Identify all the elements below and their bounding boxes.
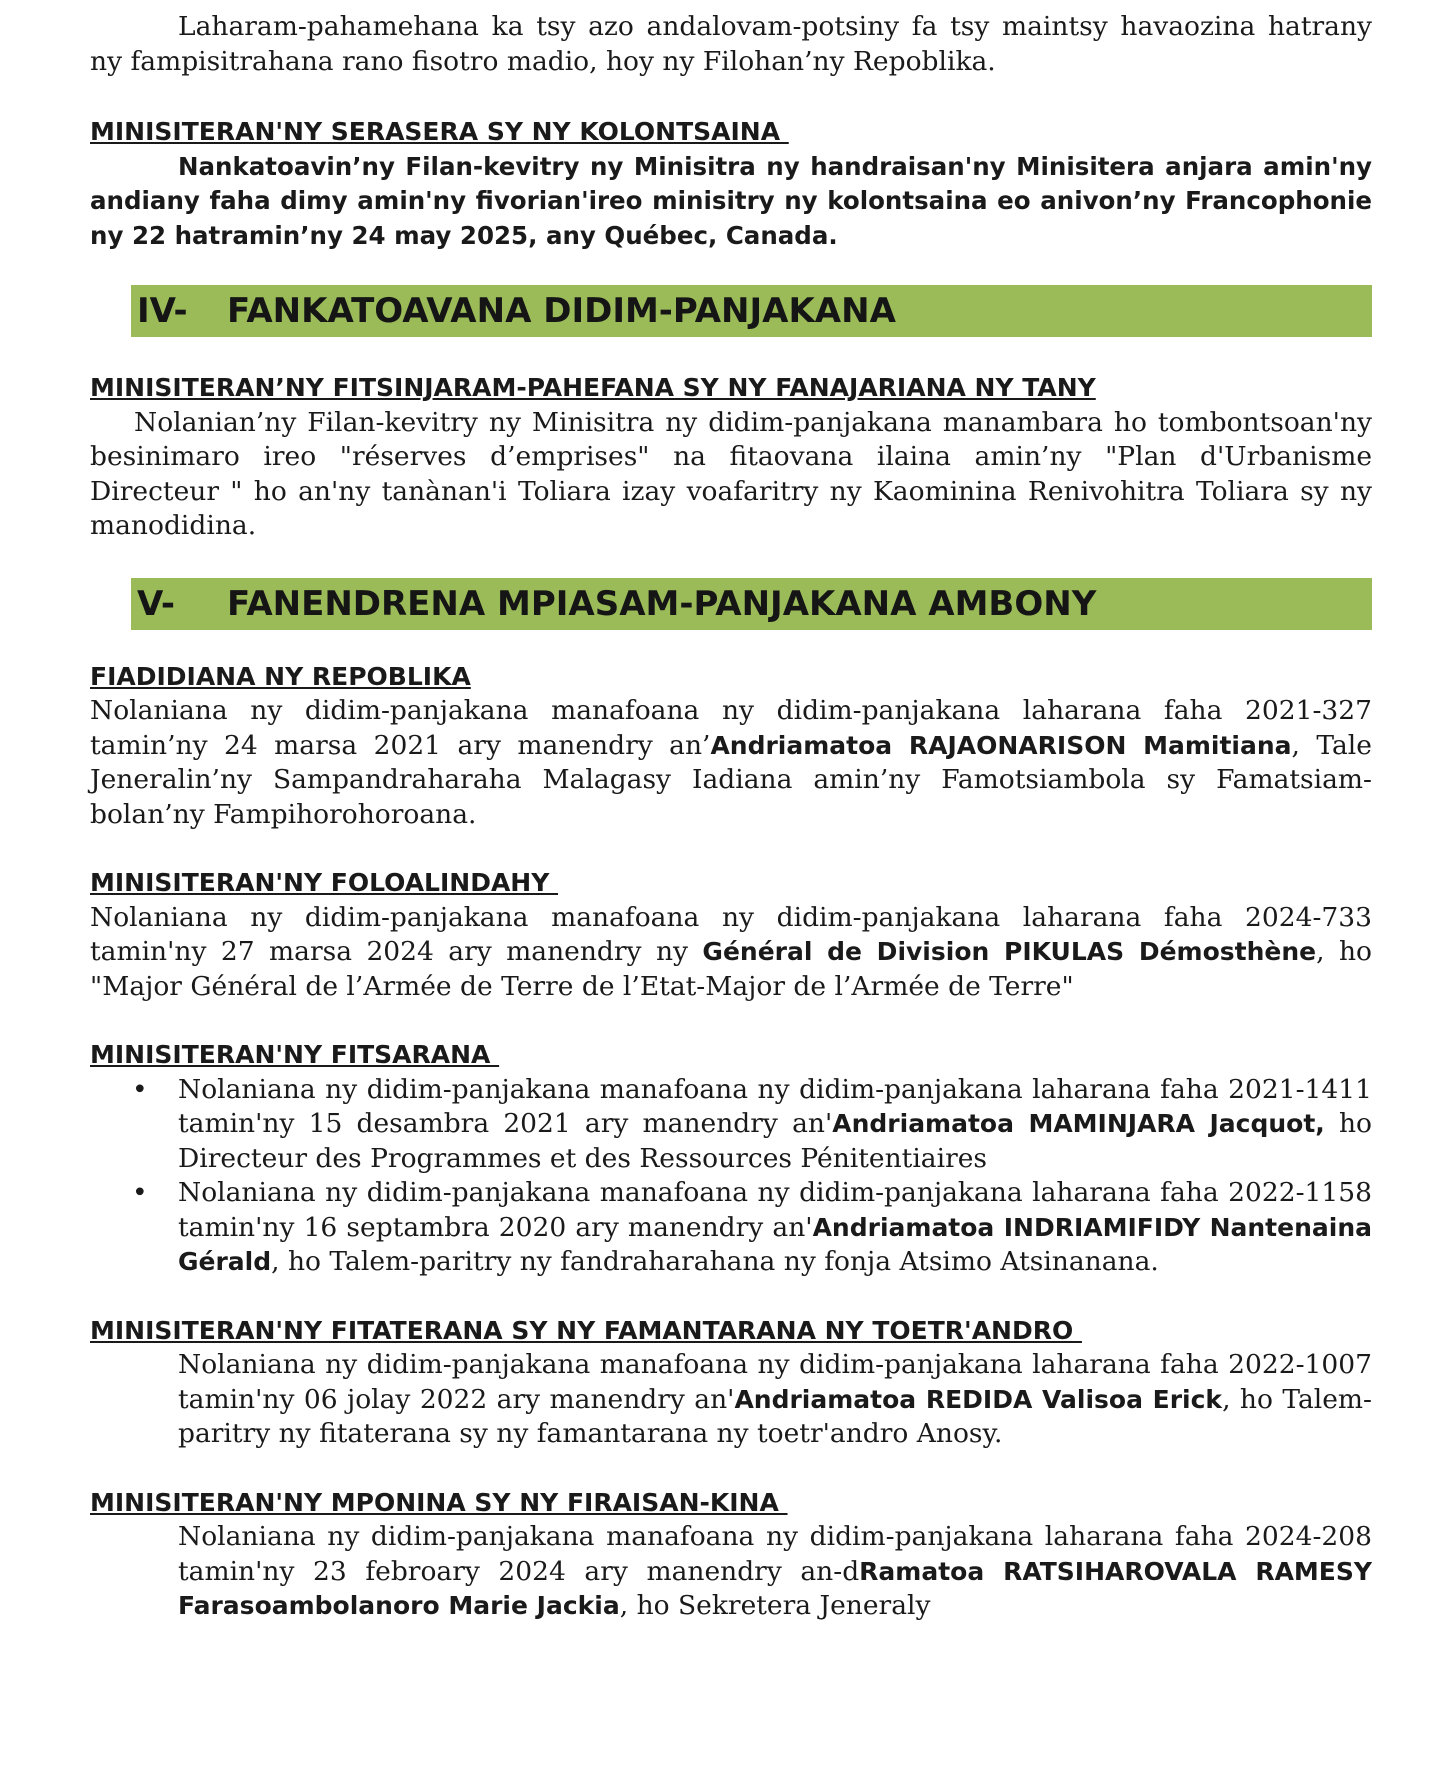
section-number: V- — [137, 583, 175, 624]
text-post: , ho "Major Général de l’Armée de Terre de l’Etat-Major de l’Armée de Terre" — [90, 936, 1372, 1002]
appointee-name: Général de Division PIKULAS Démosthène — [702, 937, 1317, 966]
document-page — [90, 10, 1372, 1624]
text-post: , Tale Jeneralin’ny Sampandraharaha Malagasy Iadiana amin’ny Famotsiambola sy Famatsiam-bolan’ny Fampihorohoroana. — [90, 729, 1372, 830]
paragraph-repoblika — [90, 694, 1372, 832]
heading-mponina: MINISITERAN'NY MPONINA SY NY FIRAISAN-KINA — [90, 1487, 788, 1517]
appointee-name: Andriamatoa INDRIAMIFIDY Nantenaina Gérald — [178, 1212, 1372, 1276]
heading-fitaterana: MINISITERAN'NY FITATERANA SY NY FAMANTARANA NY TOETR'ANDRO — [90, 1315, 1082, 1345]
heading-fitsarana: MINISITERAN'NY FITSARANA — [90, 1040, 500, 1069]
section-banner-iv — [131, 285, 1372, 337]
text-post: ho Directeur des Programmes et des Ressources Pénitentiaires — [178, 1108, 1373, 1174]
appointee-name: Ramatoa RATSIHAROVALA RAMESY Farasoambolanoro Marie Jackia — [178, 1556, 1372, 1620]
section-banner-v — [131, 578, 1372, 630]
appointee-name: Andriamatoa REDIDA Valisoa Erick — [734, 1384, 1223, 1414]
text-post: , ho Talem-paritry ny fandraharahana ny fonja Atsimo Atsinanana. — [271, 1246, 1159, 1277]
text-pre: Nolaniana ny didim-panjakana manafoana ny didim-panjakana laharana faha 2021-1411 tamin'ny 15 desambra 2021 ary manendry an' — [178, 1073, 1372, 1139]
heading-repoblika: FIADIDIANA NY REPOBLIKA — [90, 661, 471, 691]
section-number: IV- — [137, 291, 188, 331]
paragraph-mponina — [90, 1520, 1372, 1624]
text-post: , ho Talem-paritry ny fitaterana sy ny famantarana ny toetr'andro Anosy. — [178, 1383, 1373, 1449]
section-title: FANKATOAVANA DIDIM-PANJAKANA — [227, 291, 896, 331]
list-item — [90, 1073, 1372, 1177]
paragraph-foloalindahy — [90, 901, 1372, 1005]
appointee-name: Andriamatoa RAJAONARISON Mamitiana — [710, 730, 1292, 760]
text-pre: Nolaniana ny didim-panjakana manafoana ny didim-panjakana laharana faha 2021-327 tamin’ny 24 marsa 2021 ary manendry an’ — [90, 695, 1372, 761]
text-pre: Nolaniana ny didim-panjakana manafoana ny didim-panjakana laharana faha 2024-208 tamin'ny 23 febroary 2024 ary manendry an-d — [178, 1521, 1372, 1587]
section-title: FANENDRENA MPIASAM-PANJAKANA AMBONY — [227, 583, 1097, 624]
heading-serasera: MINISITERAN'NY SERASERA SY NY KOLONTSAINA — [90, 117, 789, 146]
text-post: , ho Sekretera Jeneraly — [619, 1590, 931, 1621]
fitsarana-list — [90, 1073, 1372, 1280]
list-item — [90, 1176, 1372, 1280]
text-pre: Nolaniana ny didim-panjakana manafoana ny didim-panjakana laharana faha 2022-1158 tamin'ny 16 septambra 2020 ary manendry an' — [178, 1177, 1372, 1243]
paragraph-tany: Nolanian’ny Filan-kevitry ny Minisitra ny didim-panjakana manambara ho tombontsoan'ny besinimaro ireo "réserves d’emprises" na fitaovana ilaina amin’ny "Plan d'Urbanisme Directeur " ho an'ny tanànan'i Toliara izay voafaritry ny Kaominina Renivohitra Toliara sy ny manodidina. — [90, 406, 1372, 541]
appointee-name: Andriamatoa MAMINJARA Jacquot, — [832, 1109, 1325, 1138]
heading-foloalindahy: MINISITERAN'NY FOLOALINDAHY — [90, 868, 559, 897]
text-pre: Nolaniana ny didim-panjakana manafoana ny didim-panjakana laharana faha 2024-733 tamin'ny 27 marsa 2024 ary manendry ny — [90, 901, 1372, 967]
text-pre: Nolaniana ny didim-panjakana manafoana ny didim-panjakana laharana faha 2022-1007 tamin'ny 06 jolay 2022 ary manendry an' — [178, 1349, 1372, 1415]
intro-paragraph: Laharam-pahamehana ka tsy azo andalovam-potsiny fa tsy maintsy havaozina hatrany ny fampisitrahana rano fisotro madio, hoy ny Filohan’ny Repoblika. — [90, 11, 1372, 77]
heading-tany: MINISITERAN’NY FITSINJARAM-PAHEFANA SY NY FANAJARIANA NY TANY — [90, 373, 1096, 402]
paragraph-fitaterana — [90, 1348, 1372, 1452]
paragraph-serasera: Nankatoavin’ny Filan-kevitry ny Minisitra ny handraisan'ny Minisitera anjara amin'ny andiany faha dimy amin'ny fivorian'ireo minisitry ny kolontsaina eo anivon’ny Francophonie ny 22 hatramin’ny 24 may 2025, any Québec, Canada. — [90, 151, 1372, 250]
